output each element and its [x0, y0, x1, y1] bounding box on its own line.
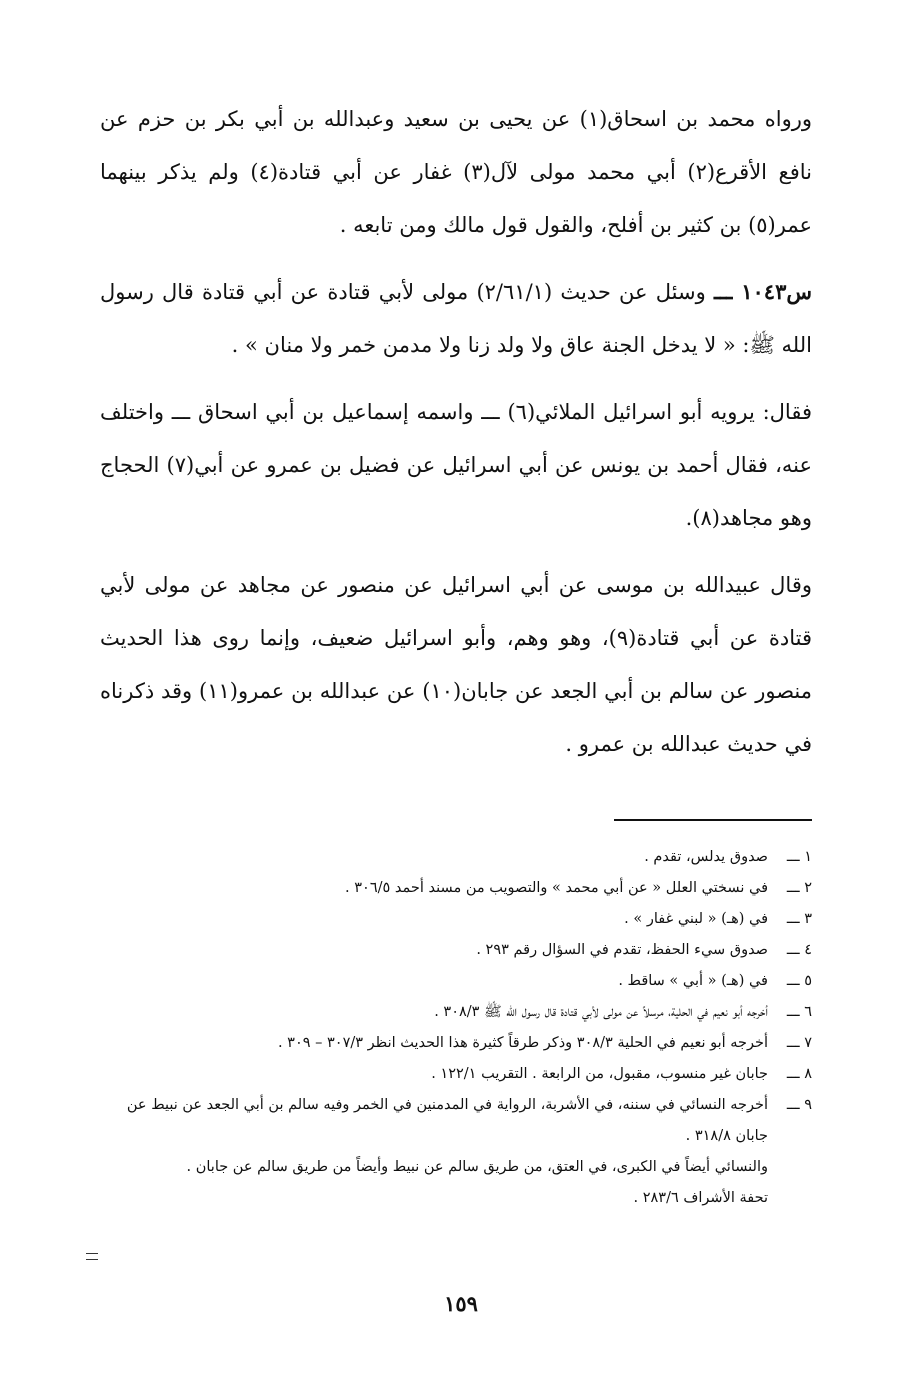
footnote-text: جابان غير منسوب، مقبول، من الرابعة . التقريب ١٢٢/١ .	[431, 1066, 768, 1082]
footnote	[100, 873, 812, 904]
footnote-continuation: تحفة الأشراف ٢٨٣/٦ .	[633, 1190, 768, 1206]
footnote-text: أخرجه النسائي في سننه، في الأشربة، الرواية في المدمنين في الخمر وفيه سالم بن أبي الجعد عن نبيط عن جابان ٣١٨/٨ .	[126, 1097, 768, 1144]
footnote	[100, 842, 812, 873]
footnote-number: ٨ ـــ	[786, 1066, 812, 1082]
paragraph-text: ورواه محمد بن اسحاق(١) عن يحيى بن سعيد وعبدالله بن أبي بكر بن حزم عن نافع الأقرع(٢) أبي محمد مولى لآل(٣) غفار عن أبي قتادة(٤) ولم يذكر بينهما عمر(٥) بن كثير بن أفلح، والقول قول مالك ومن تابعه .	[100, 107, 813, 237]
footnotes	[100, 842, 812, 1214]
footnote	[100, 904, 812, 935]
footnote-number: ٣ ـــ	[786, 911, 812, 927]
footnote-number: ٧ ـــ	[786, 1035, 812, 1051]
footnote	[100, 997, 812, 1028]
paragraph-2	[100, 265, 812, 372]
paragraph-4	[100, 558, 812, 771]
margin-mark	[86, 1253, 98, 1260]
footnote-continuation: والنسائي أيضاً في الكبرى، في العتق، من طريق سالم عن نبيط وأيضاً من طريق سالم عن جابان .	[186, 1159, 768, 1175]
footnote-number: ١ ـــ	[786, 849, 812, 865]
paragraph-text: وقال عبيدالله بن موسى عن أبي اسرائيل عن منصور عن مجاهد عن مولى لأبي قتادة عن أبي قتادة(٩)، وهو وهم، وأبو اسرائيل ضعيف، وإنما روى هذا الحديث منصور عن سالم بن أبي الجعد عن جابان(١٠) عن عبدالله بن عمرو(١١) وقد ذكرناه في حديث عبدالله بن عمرو .	[100, 573, 812, 756]
footnote-text: أخرجه أبو نعيم في الحلية ٣٠٨/٣ وذكر طرقاً كثيرة هذا الحديث انظر ٣٠٧/٣ – ٣٠٩ .	[277, 1035, 768, 1051]
footnote-text: في (هـ) « لبني غفار » .	[624, 911, 768, 927]
footnote	[100, 966, 812, 997]
footnote-text: أخرجه أبو نعيم في الحلية، مرسلاً عن مولى لأبي قتادة قال رسول الله ﷺ ٣٠٨/٣ .	[434, 1004, 768, 1020]
footnote	[100, 1028, 812, 1059]
paragraph-3	[100, 385, 812, 545]
page-number: ١٥٩	[444, 1291, 478, 1316]
main-text	[100, 92, 812, 784]
footnote	[100, 1090, 812, 1152]
footnote-number: ٢ ـــ	[786, 880, 812, 896]
footnote-number: ٥ ـــ	[786, 973, 812, 989]
paragraph-text: فقال: يرويه أبو اسرائيل الملائي(٦) ـــ واسمه إسماعيل بن أبي اسحاق ـــ واختلف عنه، فقال أحمد بن يونس عن أبي اسرائيل عن فضيل بن عمرو عن أبي(٧) الحجاج وهو مجاهد(٨).	[100, 400, 812, 530]
footnote-number: ٤ ـــ	[786, 942, 812, 958]
footnote-number: ٦ ـــ	[786, 1004, 812, 1020]
footnote-text: صدوق يدلس، تقدم .	[644, 849, 768, 865]
paragraph-1	[100, 92, 812, 252]
footnote	[100, 1059, 812, 1090]
footnote	[100, 935, 812, 966]
footnote-divider	[614, 819, 812, 821]
question-number: س١٠٤٣ ـــ	[713, 279, 813, 304]
footnote-text: في نسختي العلل « عن أبي محمد » والتصويب من مسند أحمد ٣٠٦/٥ .	[345, 880, 768, 896]
footnote-text: في (هـ) « أبي » ساقط .	[618, 973, 768, 989]
footnote-number: ٩ ـــ	[786, 1097, 812, 1113]
paragraph-text: وسئل عن حديث (٢/٦١/١) مولى لأبي قتادة عن أبي قتادة قال رسول الله ﷺ: « لا يدخل الجنة عاق ولا ولد زنا ولا مدمن خمر ولا منان » .	[100, 280, 812, 357]
footnote-text: صدوق سيء الحفظ، تقدم في السؤال رقم ٢٩٣ .	[476, 942, 768, 958]
